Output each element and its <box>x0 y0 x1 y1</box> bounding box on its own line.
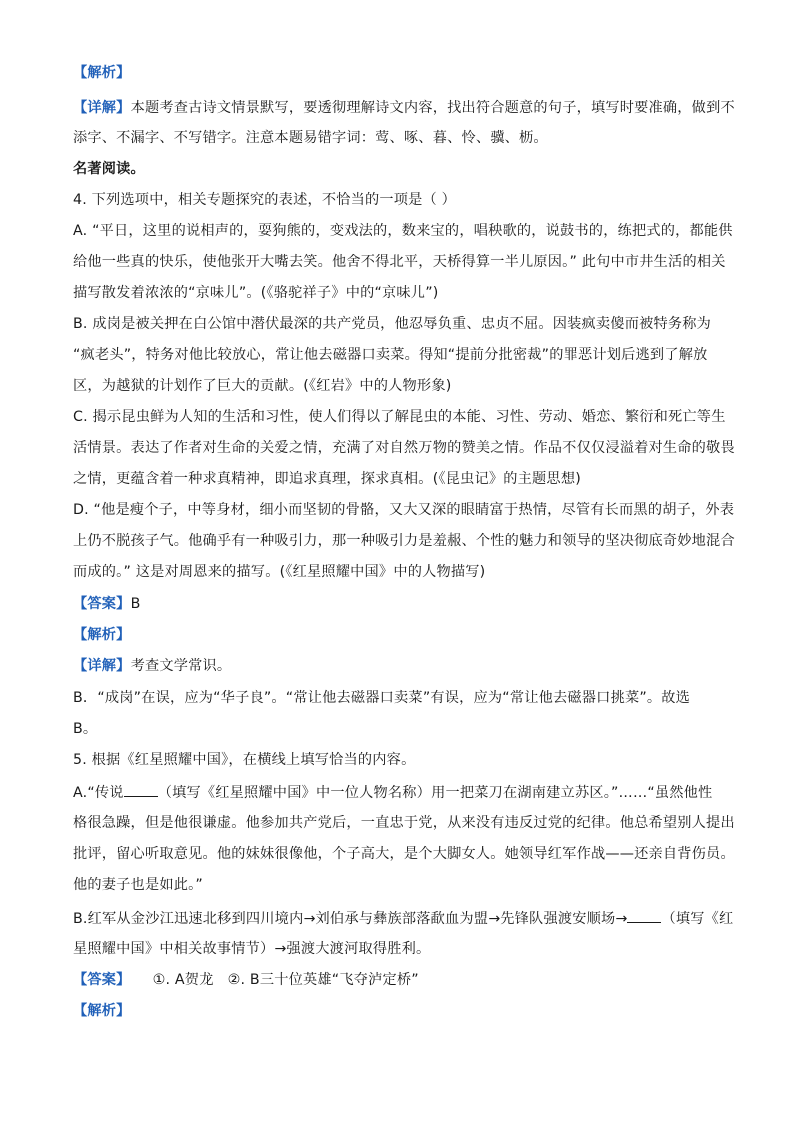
q5-a-text: （填写《红星照耀中国》中一位人物名称）用一把菜刀在湖南建立苏区。”……“虽然他性 <box>157 785 713 801</box>
analysis-tag: 【解析】 <box>73 1003 131 1019</box>
answer-line <box>73 970 419 990</box>
detail-text: 考查文学常识。 <box>130 658 232 674</box>
q5-b-text: B.红军从金沙江迅速北移到四川境内→刘伯承与彝族部落歃血为盟→先锋队强渡安顺场→ <box>73 911 628 927</box>
detail-tag: 【详解】 <box>73 100 131 116</box>
answer-value: B <box>130 596 141 612</box>
option-b-line: B. 成岗是被关押在白公馆中潜伏最深的共产党员，他忍辱负重、忠贞不屈。因装疯卖傻而被特务称为 <box>73 316 712 332</box>
q5-part-b-line <box>73 908 733 929</box>
q5-part-a-line: 他的妻子也是如此。” <box>73 877 203 893</box>
fill-blank[interactable] <box>124 782 158 797</box>
option-d-line: 而成的。” 这是对周恩来的描写。(《红星照耀中国》中的人物描写) <box>73 564 486 580</box>
q5-b-text: （填写《红 <box>661 911 734 927</box>
option-a-line: 给他一些真的快乐，使他张开大嘴去笑。他舍不得北平，天桥得算一半儿原因。” 此句中市井生活的相关 <box>73 254 726 270</box>
answer-line <box>73 594 141 614</box>
section-title: 名著阅读。 <box>73 161 145 177</box>
option-c-line: 之情，更蕴含着一种求真精神，即追求真理，探求真相。(《昆虫记》的主题思想) <box>73 471 581 487</box>
analysis-tag: 【解析】 <box>73 65 131 81</box>
explanation-line: B。 <box>73 721 98 737</box>
q5-part-a-line: 批评，留心听取意见。他的妹妹很像他，个子高大，是个大脚女人。她领导红军作战——还亲自背伤员。 <box>73 846 735 862</box>
explanation-line: B．“成岗”在误，应为“华子良”。“常让他去磁器口卖菜”有误，应为“常让他去磁器口挑菜”。故选 <box>73 690 691 706</box>
analysis-tag: 【解析】 <box>73 627 131 643</box>
option-a-line: A. “平日，这里的说相声的，耍狗熊的，变戏法的，数来宝的，唱秧歌的，说鼓书的，练把式的，都能供 <box>73 223 733 239</box>
option-c-line: C. 揭示昆虫鲜为人知的生活和习性，使人们得以了解昆虫的本能、习性、劳动、婚恋、繁衍和死亡等生 <box>73 409 726 425</box>
q5-part-a-line: 格很急躁，但是他很谦虚。他参加共产党后，一直忠于党，从来没有违反过党的纪律。他总希望别人提出 <box>73 815 735 831</box>
detail-paragraph-line: 添字、不漏字、不写错字。注意本题易错字词：莺、啄、暮、怜、骥、枥。 <box>73 130 548 146</box>
question-5-stem: 5. 根据《红星照耀中国》，在横线上填写恰当的内容。 <box>73 752 416 768</box>
detail-line <box>73 656 231 676</box>
option-b-line: 区，为越狱的计划作了巨大的贡献。(《红岩》中的人物形象) <box>73 378 452 394</box>
answer-tag: 【答案】 <box>73 972 131 988</box>
detail-text: 本题考查古诗文情景默写，要透彻理解诗文内容，找出符合题意的句子，填写时要准确，做到不 <box>130 100 735 116</box>
q5-part-b-line: 星照耀中国》中相关故事情节）→强渡大渡河取得胜利。 <box>73 941 431 957</box>
q5-a-text: A.“传说 <box>73 785 124 801</box>
fill-blank[interactable] <box>627 908 661 923</box>
q5-part-a-line <box>73 782 712 803</box>
answer-tag: 【答案】 <box>73 596 131 612</box>
detail-tag: 【详解】 <box>73 658 131 674</box>
answer-2: ②. B三十位英雄“飞夺泸定桥” <box>227 972 419 988</box>
option-d-line: 上仍不脱孩子气。他确乎有一种吸引力，那一种吸引力是羞赧、个性的魅力和领导的坚决彻底奇妙地混合 <box>73 533 735 549</box>
answer-1: ①. A贺龙 <box>152 972 214 988</box>
option-a-line: 描写散发着浓浓的“京味儿”。(《骆驼祥子》中的“京味儿”) <box>73 285 439 301</box>
option-d-line: D. “他是瘦个子，中等身材，细小而坚韧的骨骼，又大又深的眼睛富于热情，尽管有长而黑的胡子，外表 <box>73 502 735 518</box>
option-c-line: 活情景。表达了作者对生命的关爱之情，充满了对自然万物的赞美之情。作品不仅仅浸溢着对生命的敬畏 <box>73 440 735 456</box>
question-4-stem: 4. 下列选项中，相关专题探究的表述，不恰当的一项是（ ） <box>73 192 457 208</box>
detail-paragraph-line <box>73 98 735 118</box>
option-b-line: “疯老头”，特务对他比较放心，常让他去磁器口卖菜。得知“提前分批密裁”的罪恶计划后逃到了解放 <box>73 347 708 363</box>
